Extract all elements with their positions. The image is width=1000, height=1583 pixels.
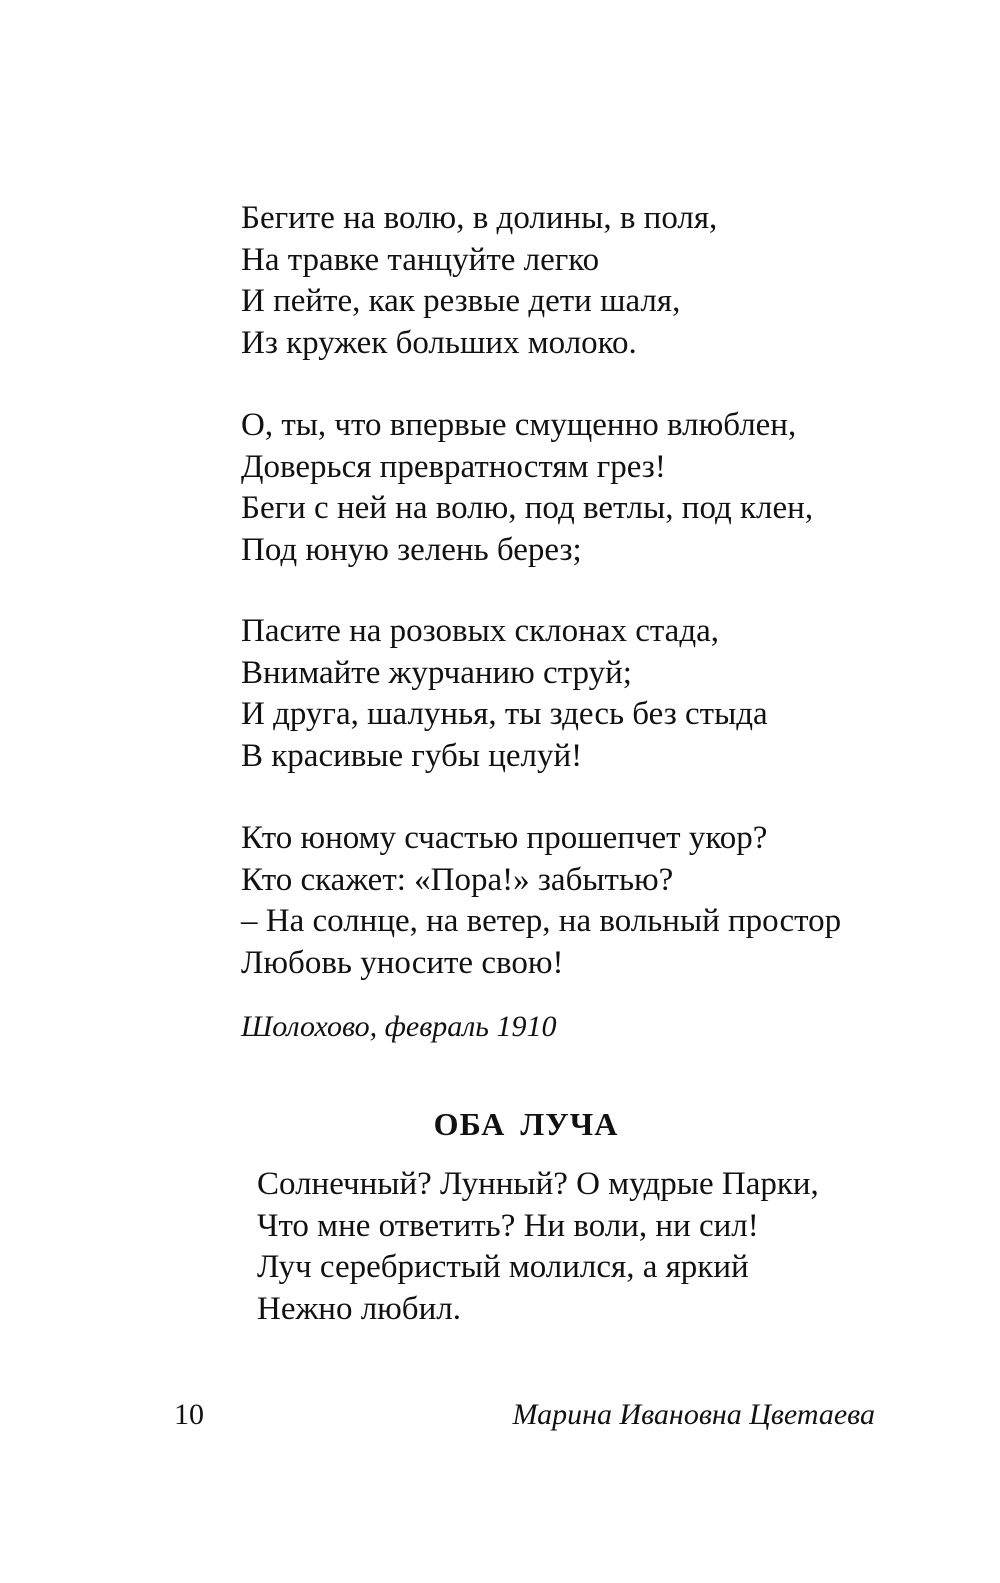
poem-line: Кто скажет: «Пора!» забытью?	[241, 861, 674, 898]
poem-title: ОБА ЛУЧА	[433, 1106, 619, 1142]
poem-stanza	[241, 405, 813, 571]
poem-line: Беги с ней на волю, под ветлы, под клен,	[241, 490, 814, 526]
poem-line: Любовь уносите свою!	[241, 944, 564, 981]
poem-line: В красивые губы целуй!	[241, 737, 583, 774]
poem-place-date: Шолохово, февраль 1910	[241, 1010, 557, 1043]
poem-line: Что мне ответить? Ни воли, ни сил!	[257, 1207, 759, 1244]
poem-line: И друга, шалунья, ты здесь без стыда	[241, 696, 768, 732]
poem-stanza	[241, 611, 768, 777]
poem-line: Бегите на волю, в долины, в поля,	[241, 200, 718, 236]
poem-line: Под юную зелень берез;	[241, 531, 582, 568]
poem-line: О, ты, что впервые смущенно влюблен,	[241, 407, 797, 443]
poem-stanza	[241, 198, 717, 364]
poem-line: И пейте, как резвые дети шаля,	[241, 283, 681, 319]
poem-line: Пасите на розовых склонах стада,	[241, 613, 720, 649]
poem-line: На травке танцуйте легко	[241, 241, 600, 278]
running-footer-author: Марина Ивановна Цветаева	[512, 1398, 875, 1431]
poem-line: Доверься превратностям грез!	[241, 448, 666, 485]
poem-line: Из кружек больших молоко.	[241, 324, 637, 361]
poem-line: Нежно любил.	[257, 1290, 461, 1327]
poem-line: Кто юному счастью прошепчет укор?	[241, 820, 768, 856]
poem-line: Луч серебристый молился, а яркий	[257, 1249, 749, 1285]
poem-stanza	[257, 1164, 819, 1330]
poem-line: Внимайте журчанию струй;	[241, 654, 632, 691]
page-number: 10	[174, 1398, 204, 1431]
poem-stanza	[241, 818, 841, 984]
poem-line: Солнечный? Лунный? О мудрые Парки,	[257, 1166, 819, 1202]
poem-line: – На солнце, на ветер, на вольный простор	[241, 903, 842, 939]
